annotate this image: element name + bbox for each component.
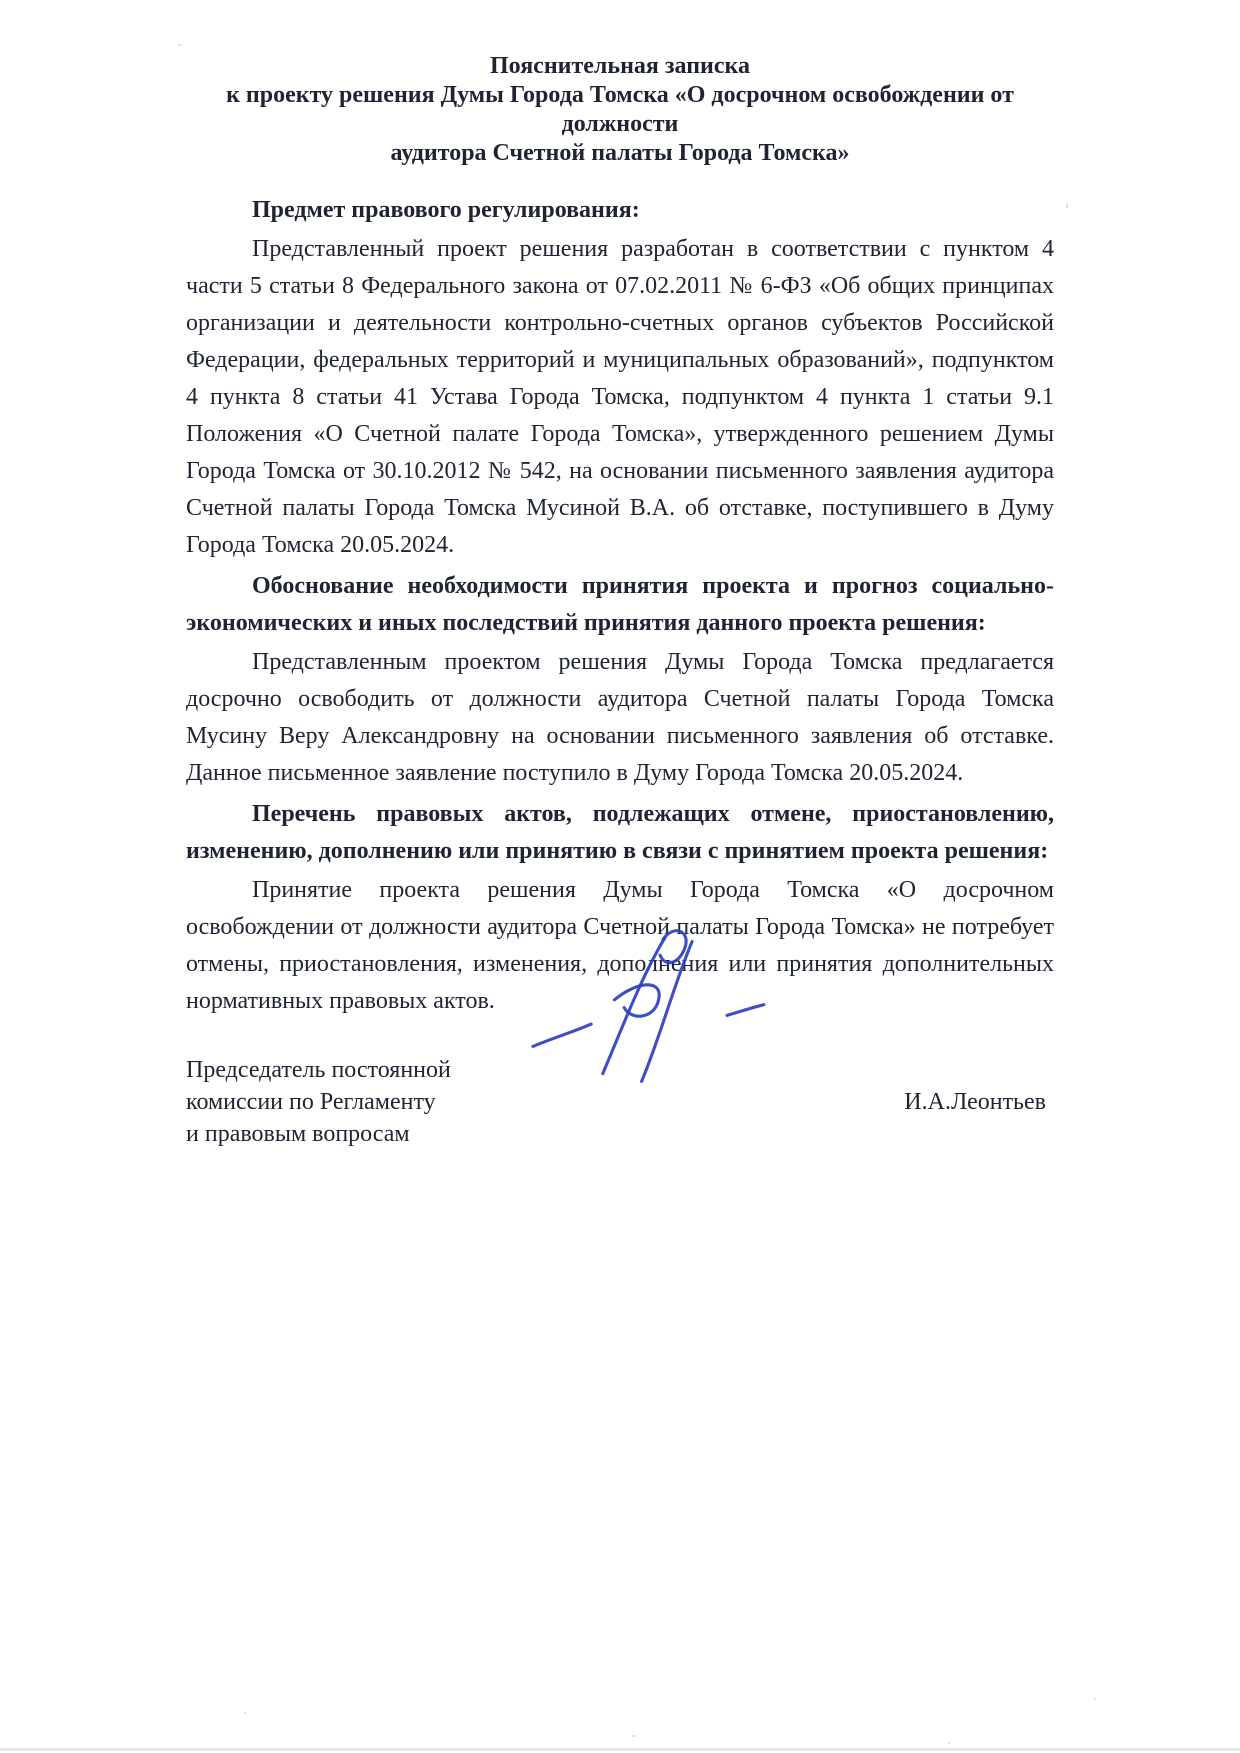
section-2-paragraph: Представленным проектом решения Думы Города Томска предлагается досрочно освободить от должности аудитора Счетной палаты Города Томска Мусину Веру Александровну на основании письменного заявления об отставке. Данное письменное заявление поступило в Думу Города Томска 20.05.2024. [186, 649, 1054, 786]
signature-block [186, 1054, 1054, 1150]
signer-position-line-2: комиссии по Регламенту [186, 1089, 436, 1115]
scan-bottom-edge [0, 1748, 1240, 1751]
signer-position [186, 1054, 451, 1150]
signer-position-line-3: и правовым вопросам [186, 1121, 410, 1147]
document-title [172, 52, 1068, 168]
title-line-1: Пояснительная записка [489, 53, 750, 79]
section-1-paragraph: Представленный проект решения разработан в соответствии с пунктом 4 части 5 статьи 8 Федерального закона от 07.02.2011 № 6-ФЗ «Об общих принципах организации и деятельности контрольно-счетных органов субъектов Российской Федерации, федеральных территорий и муниципальных образований», подпунктом 4 пункта 8 статьи 41 Устава Города Томска, подпунктом 4 пункта 1 статьи 9.1 Положения «О Счетной палате Города Томска», утвержденного решением Думы Города Томска от 30.10.2012 № 542, на основании письменного заявления аудитора Счетной палаты Города Томска Мусиной В.А. об отставке, поступившего в Думу Города Томска 20.05.2024. [186, 236, 1054, 558]
title-line-3: аудитора Счетной палаты Города Томска» [390, 140, 850, 166]
title-line-2: к проекту решения Думы Города Томска «О досрочном освобождении от должности [226, 82, 1014, 137]
scan-speck [1066, 204, 1068, 208]
signer-name: И.А.Леонтьев [904, 1089, 1046, 1115]
signer-position-line-1: Председатель постоянной [186, 1057, 451, 1083]
scan-speck [244, 1712, 246, 1714]
section-1-heading: Предмет правового регулирования: [252, 197, 640, 223]
scan-speck [948, 1742, 950, 1744]
section-2-heading: Обоснование необходимости принятия проекта и прогноз социально-экономических и иных последствий принятия данного проекта решения: [186, 573, 1054, 636]
scan-speck [632, 1735, 635, 1737]
section-3-paragraph: Принятие проекта решения Думы Города Томска «О досрочном освобождении от должности аудитора Счетной палаты Города Томска» не потребует отмены, приостановления, изменения, дополнения или принятия дополнительных нормативных правовых актов. [186, 877, 1054, 1014]
scan-speck [178, 44, 181, 46]
scan-speck [1094, 1698, 1096, 1700]
section-3-heading: Перечень правовых актов, подлежащих отмене, приостановлению, изменению, дополнению или принятию в связи с принятием проекта решения: [186, 801, 1054, 864]
